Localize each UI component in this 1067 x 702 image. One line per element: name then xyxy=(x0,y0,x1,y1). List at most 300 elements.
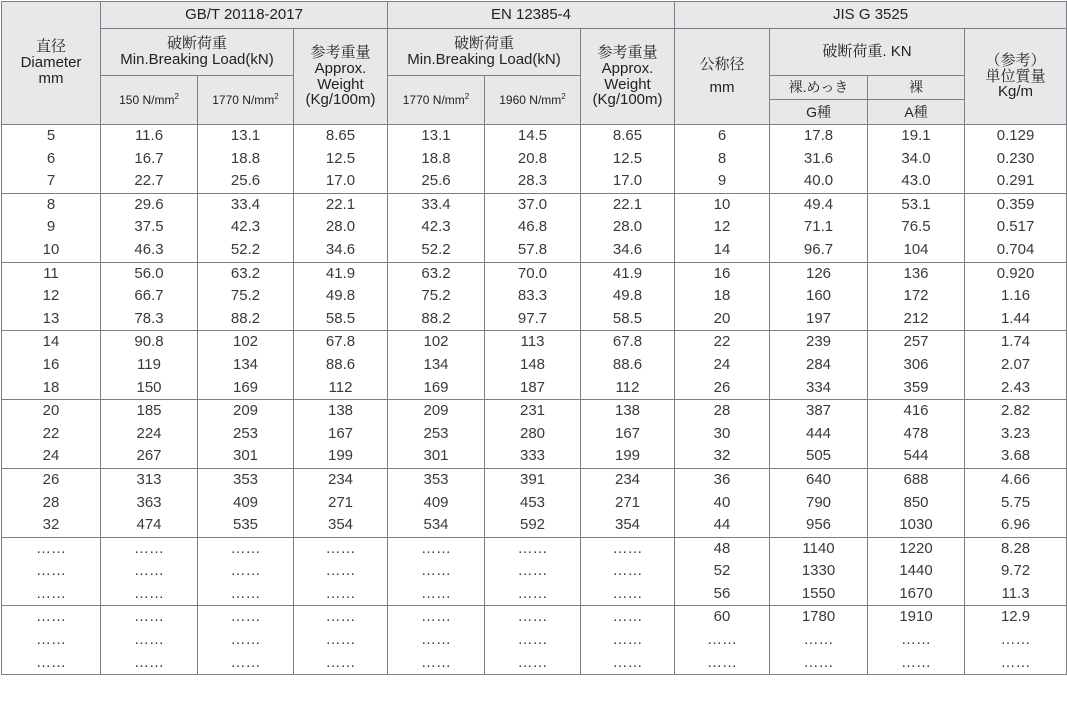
table-cell: 334 xyxy=(770,377,868,400)
gb-break-cn: 破断荷重 xyxy=(166,35,227,53)
table-cell: 40.0 xyxy=(770,170,868,193)
table-cell: 592 xyxy=(485,514,581,537)
table-cell: 56.0 xyxy=(101,262,198,285)
table-cell: …… xyxy=(388,537,485,560)
diameter-header xyxy=(2,2,101,125)
table-cell: 224 xyxy=(101,423,198,446)
table-cell: 6 xyxy=(2,148,101,171)
table-row xyxy=(2,377,1067,400)
table-cell: 169 xyxy=(198,377,294,400)
table-cell: 474 xyxy=(101,514,198,537)
table-cell: 75.2 xyxy=(198,285,294,308)
table-cell: 1550 xyxy=(770,583,868,606)
table-cell: 10 xyxy=(675,193,770,216)
en-grade-1770 xyxy=(388,76,485,125)
table-cell: 5.75 xyxy=(965,492,1067,515)
gb-grade-1770 xyxy=(198,76,294,125)
table-cell: 359 xyxy=(868,377,965,400)
table-cell: 34.6 xyxy=(581,239,675,262)
table-cell: 28 xyxy=(2,492,101,515)
table-cell: 136 xyxy=(868,262,965,285)
table-row xyxy=(2,148,1067,171)
table-cell: 1780 xyxy=(770,606,868,629)
table-row xyxy=(2,239,1067,262)
table-body xyxy=(2,125,1067,675)
table-cell: …… xyxy=(198,583,294,606)
table-cell: 25.6 xyxy=(198,170,294,193)
table-row xyxy=(2,170,1067,193)
table-cell: 20.8 xyxy=(485,148,581,171)
table-cell: 48 xyxy=(675,537,770,560)
table-cell: 18 xyxy=(2,377,101,400)
table-row xyxy=(2,560,1067,583)
table-cell: …… xyxy=(2,629,101,652)
table-cell: 790 xyxy=(770,492,868,515)
table-cell: 88.2 xyxy=(198,308,294,331)
table-cell: 391 xyxy=(485,468,581,491)
table-cell: …… xyxy=(485,652,581,675)
gb-weight-en2: Weight xyxy=(317,75,364,93)
table-cell: 534 xyxy=(388,514,485,537)
table-cell: …… xyxy=(198,629,294,652)
table-cell: …… xyxy=(868,652,965,675)
table-cell: …… xyxy=(388,652,485,675)
en-weight-cn: 参考重量 xyxy=(597,44,658,61)
table-cell: 3.68 xyxy=(965,445,1067,468)
table-cell: 34.0 xyxy=(868,148,965,171)
jis-galvanized-label: 裸.めっき xyxy=(770,76,867,100)
table-cell: 30 xyxy=(675,423,770,446)
table-cell: …… xyxy=(965,629,1067,652)
table-cell: …… xyxy=(675,629,770,652)
table-cell: 112 xyxy=(581,377,675,400)
table-cell: 36 xyxy=(675,468,770,491)
nominal-cn: 公称径 xyxy=(699,56,745,73)
gb-grade-1770-label: 1770 N/mm xyxy=(212,92,275,107)
table-cell: 40 xyxy=(675,492,770,515)
table-cell: 354 xyxy=(294,514,388,537)
gb-grade-150 xyxy=(101,76,198,125)
table-cell: 234 xyxy=(294,468,388,491)
table-cell: …… xyxy=(581,629,675,652)
table-cell: 187 xyxy=(485,377,581,400)
table-cell: 1140 xyxy=(770,537,868,560)
table-cell: 199 xyxy=(581,445,675,468)
table-cell: 32 xyxy=(2,514,101,537)
table-cell: 17.8 xyxy=(770,125,868,148)
table-cell: 41.9 xyxy=(294,262,388,285)
table-cell: 231 xyxy=(485,400,581,423)
table-cell: 0.129 xyxy=(965,125,1067,148)
table-cell: 209 xyxy=(388,400,485,423)
table-cell: 1910 xyxy=(868,606,965,629)
table-cell: 301 xyxy=(388,445,485,468)
table-cell: 688 xyxy=(868,468,965,491)
table-cell: 13.1 xyxy=(388,125,485,148)
table-cell: 88.6 xyxy=(294,354,388,377)
table-cell: …… xyxy=(198,606,294,629)
table-row xyxy=(2,629,1067,652)
table-row xyxy=(2,262,1067,285)
jis-g-grade-label: G種 xyxy=(806,104,831,120)
table-cell: 1440 xyxy=(868,560,965,583)
table-cell: 49.8 xyxy=(581,285,675,308)
table-cell: …… xyxy=(2,652,101,675)
table-cell: 8.28 xyxy=(965,537,1067,560)
table-cell: 52.2 xyxy=(388,239,485,262)
table-cell: 12 xyxy=(2,285,101,308)
en-weight-unit: (Kg/100m) xyxy=(592,91,663,109)
table-cell: 134 xyxy=(198,354,294,377)
table-cell: 478 xyxy=(868,423,965,446)
table-cell: 57.8 xyxy=(485,239,581,262)
table-cell: …… xyxy=(581,652,675,675)
table-cell: 26 xyxy=(675,377,770,400)
table-cell: 52 xyxy=(675,560,770,583)
table-cell: 353 xyxy=(198,468,294,491)
table-row xyxy=(2,492,1067,515)
en-standard-header: EN 12385-4 xyxy=(388,2,675,29)
table-cell: 24 xyxy=(2,445,101,468)
table-cell: 126 xyxy=(770,262,868,285)
table-cell: …… xyxy=(101,537,198,560)
unit-mass-unit: Kg/m xyxy=(998,83,1034,101)
table-cell: 88.6 xyxy=(581,354,675,377)
table-cell: 453 xyxy=(485,492,581,515)
table-row xyxy=(2,423,1067,446)
table-cell: 1670 xyxy=(868,583,965,606)
table-cell: 88.2 xyxy=(388,308,485,331)
table-row xyxy=(2,606,1067,629)
table-cell: 22 xyxy=(675,331,770,354)
table-cell: 1.16 xyxy=(965,285,1067,308)
table-cell: 42.3 xyxy=(388,216,485,239)
table-cell: 97.7 xyxy=(485,308,581,331)
table-cell: 67.8 xyxy=(581,331,675,354)
table-cell: 31.6 xyxy=(770,148,868,171)
table-cell: 363 xyxy=(101,492,198,515)
table-cell: 0.359 xyxy=(965,193,1067,216)
table-cell: 301 xyxy=(198,445,294,468)
table-cell: 43.0 xyxy=(868,170,965,193)
table-cell: …… xyxy=(675,652,770,675)
table-cell: …… xyxy=(581,583,675,606)
en-weight-en1: Approx. xyxy=(601,59,654,77)
table-cell: 199 xyxy=(294,445,388,468)
diameter-en: Diameter xyxy=(20,54,82,72)
table-cell: 58.5 xyxy=(294,308,388,331)
table-cell: …… xyxy=(485,537,581,560)
table-cell: 212 xyxy=(868,308,965,331)
table-cell: 52.2 xyxy=(198,239,294,262)
en-grade-1960 xyxy=(485,76,581,125)
table-cell: 3.23 xyxy=(965,423,1067,446)
wire-rope-spec-table xyxy=(1,1,1067,675)
table-cell: 20 xyxy=(2,400,101,423)
table-cell: 22 xyxy=(2,423,101,446)
sq-superscript: 2 xyxy=(464,91,470,101)
table-cell: 13 xyxy=(2,308,101,331)
table-cell: …… xyxy=(868,629,965,652)
table-cell: 46.3 xyxy=(101,239,198,262)
table-cell: 12 xyxy=(675,216,770,239)
table-cell: …… xyxy=(101,629,198,652)
table-cell: …… xyxy=(198,537,294,560)
sq-superscript: 2 xyxy=(174,91,179,101)
table-cell: 271 xyxy=(581,492,675,515)
table-cell: 167 xyxy=(581,423,675,446)
jis-type-header-g xyxy=(770,76,868,125)
en-break-en: Min.Breaking Load(kN) xyxy=(407,51,561,68)
table-cell: 49.4 xyxy=(770,193,868,216)
unit-mass-note: （参考） xyxy=(985,51,1046,69)
gb-break-en: Min.Breaking Load(kN) xyxy=(120,51,274,68)
table-cell: 353 xyxy=(388,468,485,491)
table-row xyxy=(2,331,1067,354)
table-cell: 12.9 xyxy=(965,606,1067,629)
table-cell: 197 xyxy=(770,308,868,331)
table-cell: 444 xyxy=(770,423,868,446)
table-cell: 354 xyxy=(581,514,675,537)
table-cell: 11.3 xyxy=(965,583,1067,606)
table-cell: 7 xyxy=(2,170,101,193)
table-cell: 0.704 xyxy=(965,239,1067,262)
table-cell: 18 xyxy=(675,285,770,308)
table-cell: 416 xyxy=(868,400,965,423)
table-cell: …… xyxy=(294,652,388,675)
table-row xyxy=(2,445,1067,468)
table-cell: 267 xyxy=(101,445,198,468)
table-cell: 25.6 xyxy=(388,170,485,193)
en-grade-1770-label: 1770 N/mm xyxy=(402,92,465,107)
table-cell: 172 xyxy=(868,285,965,308)
table-cell: 0.291 xyxy=(965,170,1067,193)
table-cell: 17.0 xyxy=(581,170,675,193)
table-cell: 66.7 xyxy=(101,285,198,308)
table-row xyxy=(2,652,1067,675)
gb-weight-en1: Approx. xyxy=(314,59,367,77)
table-cell: 18.8 xyxy=(198,148,294,171)
table-cell: 104 xyxy=(868,239,965,262)
table-cell: 33.4 xyxy=(388,193,485,216)
table-cell: …… xyxy=(2,537,101,560)
table-cell: 6 xyxy=(675,125,770,148)
table-cell: 33.4 xyxy=(198,193,294,216)
table-cell: 90.8 xyxy=(101,331,198,354)
table-cell: 75.2 xyxy=(388,285,485,308)
table-cell: 2.82 xyxy=(965,400,1067,423)
table-cell: …… xyxy=(294,537,388,560)
gb-weight-header xyxy=(294,29,388,125)
table-cell: …… xyxy=(388,629,485,652)
table-cell: 185 xyxy=(101,400,198,423)
en-breaking-load-header xyxy=(388,29,581,76)
table-cell: 12.5 xyxy=(294,148,388,171)
en-weight-header xyxy=(581,29,675,125)
table-cell: 46.8 xyxy=(485,216,581,239)
table-cell: …… xyxy=(294,560,388,583)
gb-weight-cn: 参考重量 xyxy=(310,44,371,61)
table-cell: …… xyxy=(198,560,294,583)
table-cell: 22.1 xyxy=(581,193,675,216)
table-cell: 150 xyxy=(101,377,198,400)
table-cell: 209 xyxy=(198,400,294,423)
table-cell: 10 xyxy=(2,239,101,262)
table-cell: 119 xyxy=(101,354,198,377)
table-cell: 1330 xyxy=(770,560,868,583)
jis-bare-label: 裸 xyxy=(868,76,964,100)
table-cell: 53.1 xyxy=(868,193,965,216)
table-cell: 8 xyxy=(675,148,770,171)
table-cell: 257 xyxy=(868,331,965,354)
table-cell: 24 xyxy=(675,354,770,377)
unit-mass-cn: 単位質量 xyxy=(985,67,1046,85)
table-cell: 306 xyxy=(868,354,965,377)
en-break-cn: 破断荷重 xyxy=(453,35,514,53)
table-cell: 11 xyxy=(2,262,101,285)
jis-type-header-a xyxy=(868,76,965,125)
table-cell: 44 xyxy=(675,514,770,537)
table-cell: …… xyxy=(388,583,485,606)
table-cell: …… xyxy=(2,606,101,629)
table-cell: 0.920 xyxy=(965,262,1067,285)
table-cell: 37.0 xyxy=(485,193,581,216)
table-cell: …… xyxy=(770,629,868,652)
table-cell: 78.3 xyxy=(101,308,198,331)
table-cell: 37.5 xyxy=(101,216,198,239)
table-cell: …… xyxy=(294,629,388,652)
table-cell: 138 xyxy=(581,400,675,423)
table-cell: …… xyxy=(294,606,388,629)
table-cell: …… xyxy=(581,560,675,583)
table-cell: 16 xyxy=(2,354,101,377)
gb-grade-150-label: 150 N/mm xyxy=(119,92,175,107)
jis-standard-header: JIS G 3525 xyxy=(675,2,1067,29)
table-cell: 5 xyxy=(2,125,101,148)
table-row xyxy=(2,537,1067,560)
table-cell: 234 xyxy=(581,468,675,491)
table-cell: 2.07 xyxy=(965,354,1067,377)
table-cell: 1.44 xyxy=(965,308,1067,331)
table-cell: 0.517 xyxy=(965,216,1067,239)
table-cell: 13.1 xyxy=(198,125,294,148)
table-cell: 239 xyxy=(770,331,868,354)
table-cell: 14 xyxy=(2,331,101,354)
table-row xyxy=(2,400,1067,423)
table-cell: 8 xyxy=(2,193,101,216)
table-cell: 169 xyxy=(388,377,485,400)
table-cell: 20 xyxy=(675,308,770,331)
table-header xyxy=(2,2,1067,125)
table-cell: …… xyxy=(101,560,198,583)
table-cell: 9.72 xyxy=(965,560,1067,583)
table-cell: 253 xyxy=(388,423,485,446)
table-cell: …… xyxy=(2,560,101,583)
table-cell: 28 xyxy=(675,400,770,423)
table-cell: 14 xyxy=(675,239,770,262)
table-cell: 67.8 xyxy=(294,331,388,354)
table-cell: 333 xyxy=(485,445,581,468)
table-cell: 96.7 xyxy=(770,239,868,262)
table-cell: 160 xyxy=(770,285,868,308)
table-cell: 2.43 xyxy=(965,377,1067,400)
table-cell: …… xyxy=(101,652,198,675)
table-cell: 26 xyxy=(2,468,101,491)
table-cell: 28.0 xyxy=(294,216,388,239)
table-cell: 71.1 xyxy=(770,216,868,239)
table-row xyxy=(2,354,1067,377)
table-cell: …… xyxy=(2,583,101,606)
table-cell: 271 xyxy=(294,492,388,515)
table-cell: 8.65 xyxy=(581,125,675,148)
table-cell: 0.230 xyxy=(965,148,1067,171)
table-cell: 17.0 xyxy=(294,170,388,193)
table-cell: 58.5 xyxy=(581,308,675,331)
table-cell: 28.3 xyxy=(485,170,581,193)
table-cell: …… xyxy=(965,652,1067,675)
table-cell: 34.6 xyxy=(294,239,388,262)
table-cell: …… xyxy=(388,606,485,629)
table-cell: 134 xyxy=(388,354,485,377)
table-cell: 8.65 xyxy=(294,125,388,148)
table-cell: 112 xyxy=(294,377,388,400)
table-row xyxy=(2,216,1067,239)
table-cell: 9 xyxy=(2,216,101,239)
table-cell: 9 xyxy=(675,170,770,193)
table-cell: 56 xyxy=(675,583,770,606)
table-cell: 63.2 xyxy=(198,262,294,285)
table-cell: 1030 xyxy=(868,514,965,537)
table-cell: 60 xyxy=(675,606,770,629)
table-cell: 12.5 xyxy=(581,148,675,171)
table-cell: 148 xyxy=(485,354,581,377)
table-cell: 22.7 xyxy=(101,170,198,193)
table-cell: …… xyxy=(101,583,198,606)
table-cell: 409 xyxy=(388,492,485,515)
table-cell: 41.9 xyxy=(581,262,675,285)
table-cell: 544 xyxy=(868,445,965,468)
table-cell: …… xyxy=(770,652,868,675)
table-row xyxy=(2,285,1067,308)
sq-superscript: 2 xyxy=(274,91,279,101)
table-cell: 113 xyxy=(485,331,581,354)
table-cell: 70.0 xyxy=(485,262,581,285)
unit-mass-header xyxy=(965,29,1067,125)
table-cell: 16 xyxy=(675,262,770,285)
en-weight-en2: Weight xyxy=(604,75,651,93)
table-cell: 640 xyxy=(770,468,868,491)
nominal-diameter-header xyxy=(675,29,770,125)
table-cell: …… xyxy=(485,629,581,652)
table-cell: 22.1 xyxy=(294,193,388,216)
table-cell: 850 xyxy=(868,492,965,515)
jis-breaking-load-header: 破断荷重. KN xyxy=(770,29,965,76)
table-row xyxy=(2,468,1067,491)
sq-superscript: 2 xyxy=(561,91,566,101)
table-cell: 4.66 xyxy=(965,468,1067,491)
table-cell: 102 xyxy=(198,331,294,354)
table-cell: 1220 xyxy=(868,537,965,560)
table-row xyxy=(2,125,1067,148)
table-cell: 102 xyxy=(388,331,485,354)
table-cell: …… xyxy=(485,606,581,629)
gb-standard-header: GB/T 20118-2017 xyxy=(101,2,388,29)
table-cell: 6.96 xyxy=(965,514,1067,537)
table-row xyxy=(2,583,1067,606)
table-cell: 11.6 xyxy=(101,125,198,148)
table-cell: …… xyxy=(581,606,675,629)
table-cell: 138 xyxy=(294,400,388,423)
